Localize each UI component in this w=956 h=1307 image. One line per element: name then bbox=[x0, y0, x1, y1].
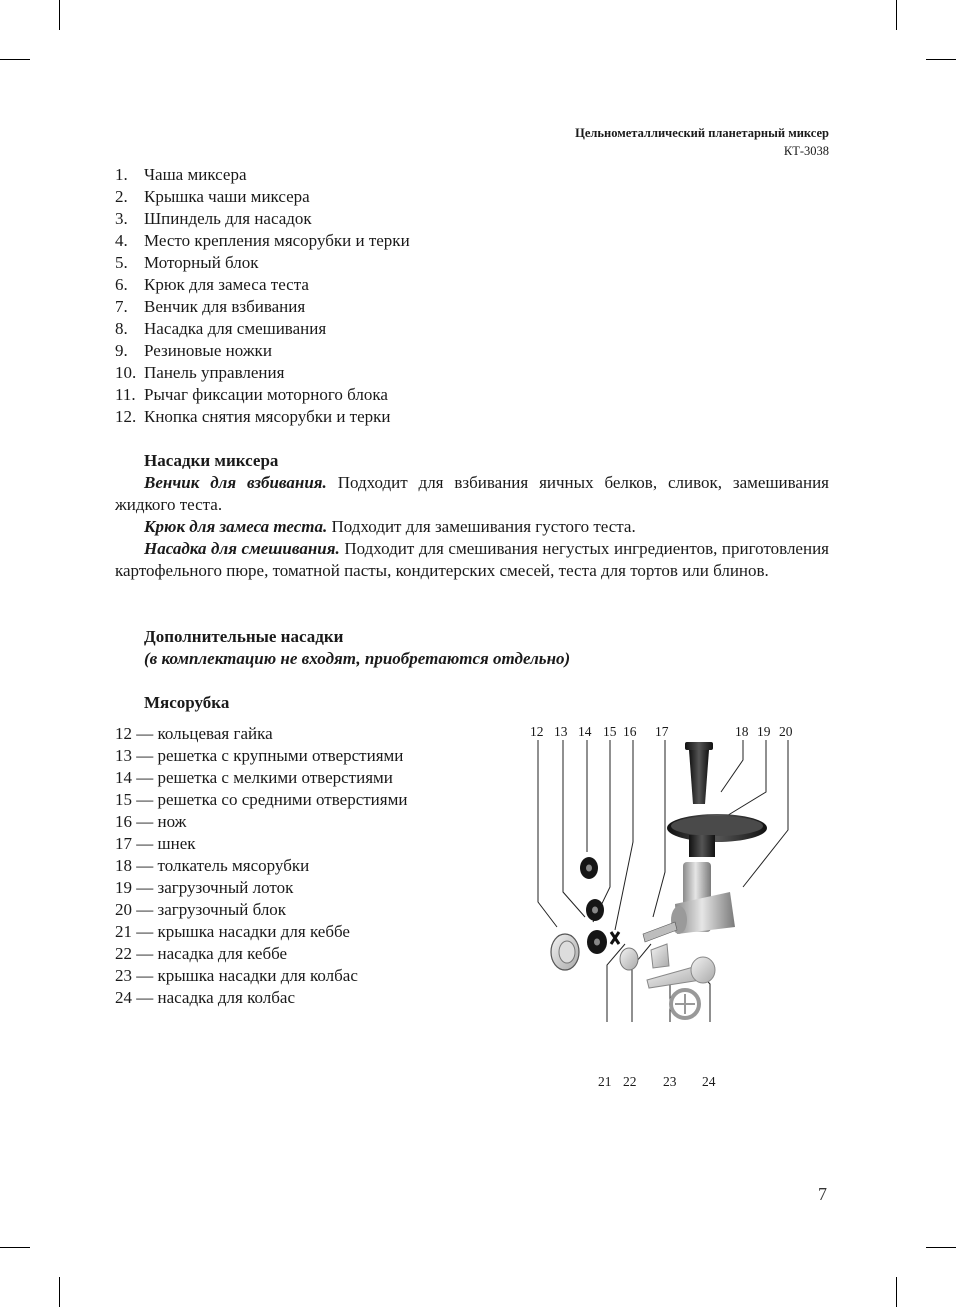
item-number: 12. bbox=[115, 407, 137, 426]
list-item bbox=[115, 296, 410, 318]
item-number: 5. bbox=[115, 253, 128, 272]
page-number: 7 bbox=[818, 1184, 827, 1204]
item-number: 11. bbox=[115, 385, 136, 404]
list-item bbox=[115, 208, 410, 230]
item-text: Крюк для замеса теста bbox=[144, 275, 309, 294]
whisk-paragraph bbox=[115, 472, 829, 516]
list-item bbox=[115, 252, 410, 274]
attachments-heading: Насадки миксера bbox=[144, 451, 279, 470]
whisk-term: Венчик для взбивания. bbox=[144, 473, 327, 492]
header-model: КТ-3038 bbox=[783, 144, 829, 158]
beater-term: Насадка для смешивания. bbox=[144, 539, 340, 558]
list-item bbox=[115, 186, 410, 208]
item-number: 4. bbox=[115, 231, 128, 250]
list-item: 12 — кольцевая гайка bbox=[115, 724, 273, 743]
figure-label: 22 bbox=[623, 1074, 637, 1089]
crop-mark bbox=[926, 59, 956, 60]
extra-note: (в комплектацию не входят, приобретаются отдельно) bbox=[144, 649, 571, 668]
running-header bbox=[575, 124, 829, 160]
item-text: Насадка для смешивания bbox=[144, 319, 327, 338]
ring-nut bbox=[551, 934, 579, 970]
figure-label: 17 bbox=[655, 724, 669, 739]
list-item bbox=[115, 340, 410, 362]
item-text: Крышка чаши миксера bbox=[144, 187, 310, 206]
whisk-text: Подходит для взбивания яичных белков, сливок, замешивания жидкого теста. bbox=[115, 473, 829, 514]
knife bbox=[611, 932, 619, 944]
hook-term: Крюк для замеса теста. bbox=[144, 517, 328, 536]
item-text: Рычаг фиксации моторного блока bbox=[144, 385, 388, 404]
item-text: Шпиндель для насадок bbox=[144, 209, 312, 228]
list-item bbox=[115, 362, 410, 384]
loading-block bbox=[671, 835, 735, 934]
figure-label: 13 bbox=[554, 724, 568, 739]
item-text: Место крепления мясорубки и терки bbox=[144, 231, 410, 250]
extra-heading: Дополнительные насадки bbox=[144, 627, 344, 646]
attachments-section bbox=[115, 450, 829, 582]
crop-mark bbox=[59, 1277, 60, 1307]
item-text: Моторный блок bbox=[144, 253, 259, 272]
crop-mark bbox=[896, 1277, 897, 1307]
grinder-heading-block bbox=[115, 692, 829, 714]
list-item: 13 — решетка с крупными отверстиями bbox=[115, 746, 404, 765]
item-number: 8. bbox=[115, 319, 128, 338]
beater-paragraph bbox=[115, 538, 829, 582]
screw bbox=[643, 922, 677, 942]
list-item: 15 — решетка со средними отверстиями bbox=[115, 790, 408, 809]
list-item bbox=[115, 318, 410, 340]
item-text: Чаша миксера bbox=[144, 165, 247, 184]
list-item: 23 — крышка насадки для колбас bbox=[115, 966, 358, 985]
loading-tray bbox=[667, 814, 767, 842]
hook-paragraph bbox=[115, 516, 829, 538]
list-item bbox=[115, 384, 410, 406]
item-number: 1. bbox=[115, 165, 128, 184]
figure-label: 16 bbox=[623, 724, 637, 739]
kebbe-parts bbox=[620, 944, 669, 970]
grinder-list bbox=[115, 723, 407, 1009]
list-item: 22 — насадка для кеббе bbox=[115, 944, 288, 963]
crop-mark bbox=[0, 59, 30, 60]
beater-text: Подходит для смешивания негустых ингредиентов, приготовления картофельного пюре, томатной пасты, кондитерских смесей, теста для тортов или блинов. bbox=[115, 539, 829, 580]
item-text: Панель управления bbox=[144, 363, 285, 382]
meat-grinder-figure bbox=[525, 722, 810, 1094]
parts-list bbox=[115, 164, 410, 428]
list-item: 24 — насадка для колбас bbox=[115, 988, 295, 1007]
list-item bbox=[115, 230, 410, 252]
grinder-heading: Мясорубка bbox=[144, 693, 230, 712]
list-item: 17 — шнек bbox=[115, 834, 196, 853]
item-number: 6. bbox=[115, 275, 128, 294]
meat-grinder-illustration bbox=[525, 722, 810, 1094]
figure-label: 21 bbox=[598, 1074, 612, 1089]
grinding-plates bbox=[580, 857, 607, 954]
item-text: Кнопка снятия мясорубки и терки bbox=[144, 407, 391, 426]
pusher bbox=[685, 742, 713, 804]
list-item: 18 — толкатель мясорубки bbox=[115, 856, 310, 875]
extra-section bbox=[115, 626, 829, 670]
item-number: 7. bbox=[115, 297, 128, 316]
list-item: 16 — нож bbox=[115, 812, 187, 831]
header-title: Цельнометаллический планетарный миксер bbox=[575, 126, 829, 140]
item-text: Резиновые ножки bbox=[144, 341, 272, 360]
item-text: Венчик для взбивания bbox=[144, 297, 306, 316]
item-number: 3. bbox=[115, 209, 128, 228]
figure-label: 15 bbox=[603, 724, 617, 739]
hook-text: Подходит для замешивания густого теста. bbox=[327, 517, 636, 536]
crop-mark bbox=[926, 1247, 956, 1248]
figure-label: 20 bbox=[779, 724, 793, 739]
item-number: 10. bbox=[115, 363, 137, 382]
list-item: 21 — крышка насадки для кеббе bbox=[115, 922, 350, 941]
list-item bbox=[115, 274, 410, 296]
list-item: 20 — загрузочный блок bbox=[115, 900, 287, 919]
list-item: 14 — решетка с мелкими отверстиями bbox=[115, 768, 393, 787]
list-item bbox=[115, 406, 410, 428]
figure-label: 14 bbox=[578, 724, 592, 739]
figure-label: 23 bbox=[663, 1074, 677, 1089]
figure-label: 12 bbox=[530, 724, 544, 739]
list-item bbox=[115, 164, 410, 186]
crop-mark bbox=[59, 0, 60, 30]
crop-mark bbox=[0, 1247, 30, 1248]
list-item: 19 — загрузочный лоток bbox=[115, 878, 294, 897]
item-number: 9. bbox=[115, 341, 128, 360]
figure-label: 18 bbox=[735, 724, 749, 739]
crop-mark bbox=[896, 0, 897, 30]
item-number: 2. bbox=[115, 187, 128, 206]
figure-label: 19 bbox=[757, 724, 771, 739]
figure-label: 24 bbox=[702, 1074, 716, 1089]
